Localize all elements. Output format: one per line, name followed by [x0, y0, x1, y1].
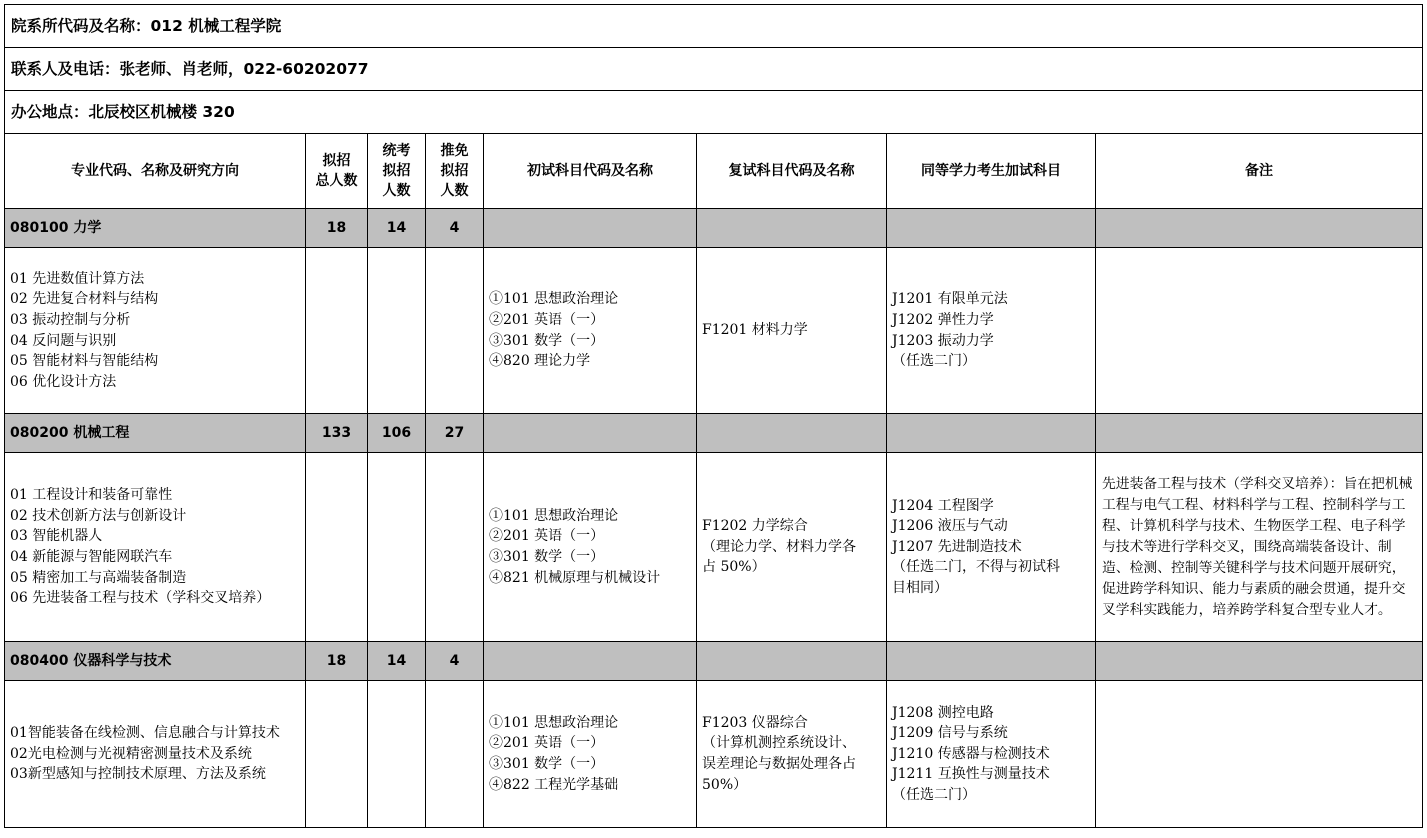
prelim-subjects: ①101 思想政治理论 ②201 英语（一） ③301 数学（一） ④822 工程光学基础 [484, 681, 697, 828]
exam-count: 14 [368, 642, 426, 681]
col-major: 专业代码、名称及研究方向 [5, 134, 306, 209]
col-exam: 统考 拟招 人数 [368, 134, 426, 209]
exempt-count: 27 [426, 414, 484, 453]
exempt-count: 4 [426, 209, 484, 248]
remarks [1096, 681, 1423, 828]
office-row [5, 91, 1423, 134]
prelim-subjects: ①101 思想政治理论 ②201 英语（一） ③301 数学（一） ④820 理论力学 [484, 248, 697, 414]
total-count: 133 [306, 414, 368, 453]
col-retest: 复试科目代码及名称 [697, 134, 887, 209]
research-directions: 01 先进数值计算方法 02 先进复合材料与结构 03 振动控制与分析 04 反问题与识别 05 智能材料与智能结构 06 优化设计方法 [5, 248, 306, 414]
major-detail-row [5, 453, 1423, 642]
remarks: 先进装备工程与技术（学科交叉培养）：旨在把机械工程与电气工程、材料科学与工程、控制科学与工程、计算机科学与技术、生物医学工程、电子科学与技术等进行学科交叉，围绕高端装备设计、制造、检测、控制等关键科学与技术问题开展研究，促进跨学科知识、能力与素质的融会贯通，提升交叉学科实践能力，培养跨学科复合型专业人才。 [1096, 453, 1423, 642]
major-name: 080200 机械工程 [5, 414, 306, 453]
admissions-table [4, 4, 1423, 828]
col-exempt: 推免 拟招 人数 [426, 134, 484, 209]
col-extra: 同等学力考生加试科目 [887, 134, 1096, 209]
prelim-subjects: ①101 思想政治理论 ②201 英语（一） ③301 数学（一） ④821 机械原理与机械设计 [484, 453, 697, 642]
major-row [5, 414, 1423, 453]
col-total: 拟招 总人数 [306, 134, 368, 209]
dept-info: 院系所代码及名称：012 机械工程学院 [5, 5, 1423, 48]
col-note: 备注 [1096, 134, 1423, 209]
major-name: 080400 仪器科学与技术 [5, 642, 306, 681]
extra-subjects: J1201 有限单元法 J1202 弹性力学 J1203 振动力学 （任选二门） [887, 248, 1096, 414]
research-directions: 01 工程设计和装备可靠性 02 技术创新方法与创新设计 03 智能机器人 04 新能源与智能网联汽车 05 精密加工与高端装备制造 06 先进装备工程与技术（学科交叉培养） [5, 453, 306, 642]
col-prelim: 初试科目代码及名称 [484, 134, 697, 209]
remarks [1096, 248, 1423, 414]
extra-subjects: J1204 工程图学 J1206 液压与气动 J1207 先进制造技术 （任选二门，不得与初试科 目相同） [887, 453, 1096, 642]
retest-subjects: F1202 力学综合 （理论力学、材料力学各 占 50%） [697, 453, 887, 642]
office-info: 办公地点：北辰校区机械楼 320 [5, 91, 1423, 134]
total-count: 18 [306, 642, 368, 681]
contact-row [5, 48, 1423, 91]
major-detail-row [5, 681, 1423, 828]
total-count: 18 [306, 209, 368, 248]
major-row [5, 209, 1423, 248]
extra-subjects: J1208 测控电路 J1209 信号与系统 J1210 传感器与检测技术 J1211 互换性与测量技术 （任选二门） [887, 681, 1096, 828]
research-directions: 01智能装备在线检测、信息融合与计算技术 02光电检测与光视精密测量技术及系统 03新型感知与控制技术原理、方法及系统 [5, 681, 306, 828]
retest-subjects: F1203 仪器综合 （计算机测控系统设计、 误差理论与数据处理各占 50%） [697, 681, 887, 828]
exempt-count: 4 [426, 642, 484, 681]
dept-row [5, 5, 1423, 48]
major-row [5, 642, 1423, 681]
admissions-document [4, 4, 1422, 828]
exam-count: 14 [368, 209, 426, 248]
major-name: 080100 力学 [5, 209, 306, 248]
exam-count: 106 [368, 414, 426, 453]
retest-subjects: F1201 材料力学 [697, 248, 887, 414]
contact-info: 联系人及电话：张老师、肖老师，022-60202077 [5, 48, 1423, 91]
major-detail-row [5, 248, 1423, 414]
column-header-row [5, 134, 1423, 209]
